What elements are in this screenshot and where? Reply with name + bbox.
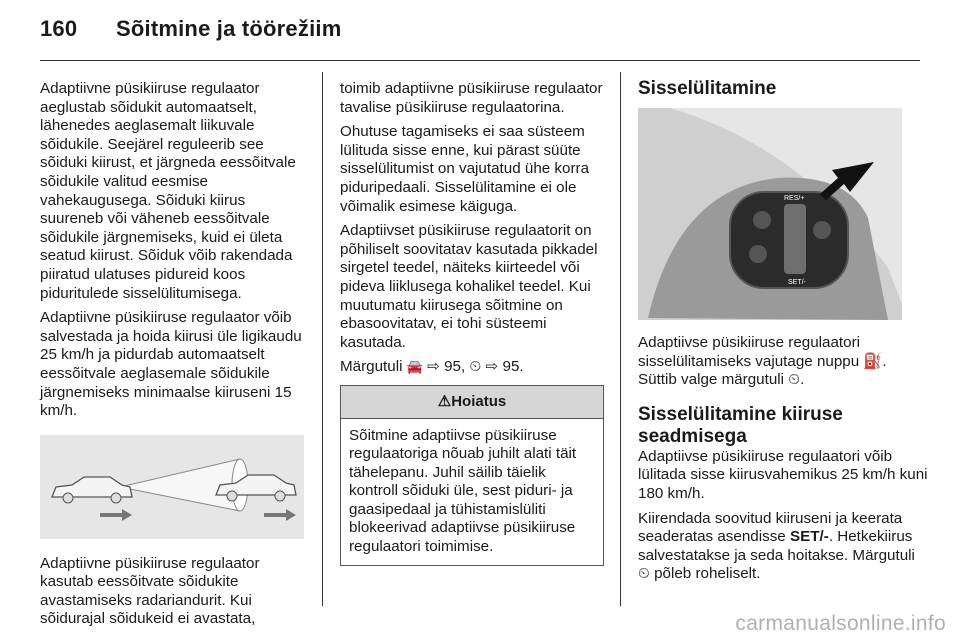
res-label: RES/+ [784, 195, 805, 202]
warning-triangle-icon: ⚠ [437, 392, 452, 410]
watermark: carmanualsonline.info [735, 612, 946, 635]
warning-box [340, 385, 604, 566]
cruise-icon: ⏲ [638, 565, 650, 583]
page-header [40, 16, 341, 42]
activation-button [813, 221, 831, 239]
page-ref-2: 95. [502, 358, 524, 376]
warning-title: Hoiatus [451, 392, 507, 410]
set-text: Kiirendada soovitud kiiruseni ja keerata seaderatas asendisse [638, 509, 903, 546]
col2-paragraph-3: Adaptiivset püsikiiruse regulaatorit on põhiliselt soovitatav kasutada pikkadel sirgetel teedel, näiteks kiirteedel või pideva liiklusega kohalikel teedel. Kui muutumatu kiirusega sõitmine on ebasoovitatav, ei tohi süsteemi kasutada. [340, 222, 598, 351]
page-number: 160 [40, 16, 78, 41]
column-divider-1 [322, 72, 323, 606]
column-divider-2 [620, 72, 621, 606]
car-ahead-icon: 🚘 [406, 359, 423, 375]
warning-header [341, 386, 603, 419]
column-3 [638, 78, 928, 590]
distance-button [753, 211, 771, 229]
page-title: Sõitmine ja töörežiim [116, 16, 342, 41]
activation-text: Adaptiivse püsikiiruse regulaatori sisselülitamiseks vajutage nuppu [638, 334, 861, 370]
motion-arrow-right [264, 509, 296, 521]
activation-text-end: . [800, 371, 805, 389]
col3-paragraph-1 [638, 334, 928, 390]
column-1 [40, 80, 308, 635]
set-button-label: SET/- [790, 528, 829, 546]
section-heading-activation: Sisselülitamine [638, 78, 777, 99]
col1-paragraph-1: Adaptiivne püsikiiruse regulaator aeglustab sõidukit automaatselt, lähenedes aeglasemalt liikuvale sõidukile. Seejärel reguleerib see sõiduki kiirust, et järgneda eessõitvale sõidukile valitud eesmise vahekaugusega. Sõiduki kiirus suureneb või väheneb eessõitvale sõidukile järgnemiseks, kuid ei ületa seatud kiirust. Sõiduk võib rakendada piiratud ulatuses pidureid koos piduritulede sisselülitumisega. [40, 80, 296, 302]
cancel-button [749, 245, 767, 263]
column-2 [340, 80, 604, 566]
col2-paragraph-4 [340, 358, 604, 377]
thumbwheel [784, 204, 806, 274]
col1-paragraph-2: Adaptiivne püsikiiruse regulaator võib salvestada ja hoida kiirusi üle ligikaudu 25 km/h ja pidurdab automaatselt eessõitvale aeglasemale sõidukile järgnemiseks minimaalse kiiruseni 15 km/h. [40, 309, 302, 420]
header-rule [40, 60, 920, 61]
acc-button-icon: ⛽ [863, 352, 883, 370]
activation-text-2: . Süttib valge märgutuli [638, 352, 887, 389]
set-label: SET/- [788, 279, 806, 286]
set-text-end: põleb roheliselt. [654, 565, 761, 583]
indicator-label: Märgutuli [340, 358, 403, 376]
page-ref-arrow-icon: ⇨ [427, 358, 440, 376]
radar-illustration [40, 435, 304, 539]
radar-cars-figure [40, 435, 304, 539]
page-ref-1: 95, [444, 358, 466, 376]
steering-wheel-illustration [638, 108, 902, 320]
col2-paragraph-2: Ohutuse tagamiseks ei saa süsteem lülituda sisse enne, kui pärast süüte sisselülitumist on vajutatud ühe korra piduripedaali. Sisselülitamine ei ole võimalik esimese käiguga. [340, 123, 590, 215]
col2-paragraph-1: toimib adaptiivne püsikiiruse regulaator tavalise püsikiiruse regulaatorina. [340, 80, 603, 116]
page-ref-arrow-icon: ⇨ [485, 358, 499, 376]
motion-arrow-left [100, 509, 132, 521]
section-heading-speed-setting: Sisselülitamine kiiruse seadmisega [638, 403, 843, 447]
cruise-icon: ⏲ [788, 371, 801, 389]
own-car [52, 477, 132, 503]
cruise-icon: ⏲ [469, 358, 482, 376]
warning-body: Sõitmine adaptiivse püsikiiruse regulaatoriga nõuab juhilt alati täit tähelepanu. Juhil säilib täielik kontroll sõiduki üle, sest piduri- ja gaasipedaal ja tühistamislüliti blokeerivad adaptiivse püsikiiruse regulaatori toimimise. [349, 426, 577, 556]
col3-paragraph-3 [638, 510, 928, 584]
col1-paragraph-3: Adaptiivne püsikiiruse regulaator kasutab eessõitvate sõidukite avastamiseks radariandurit. Kui sõidurajal sõidukeid ei avastata, [40, 554, 260, 628]
steering-wheel-figure [638, 108, 902, 320]
set-text-2: . Hetkekiirus salvestatakse ja seda hoitakse. Märgutuli [638, 528, 915, 564]
col3-paragraph-2: Adaptiivse püsikiiruse regulaatori võib lülitada sisse kiirusvahemikus 25 km/h kuni 180 km/h. [638, 447, 928, 502]
